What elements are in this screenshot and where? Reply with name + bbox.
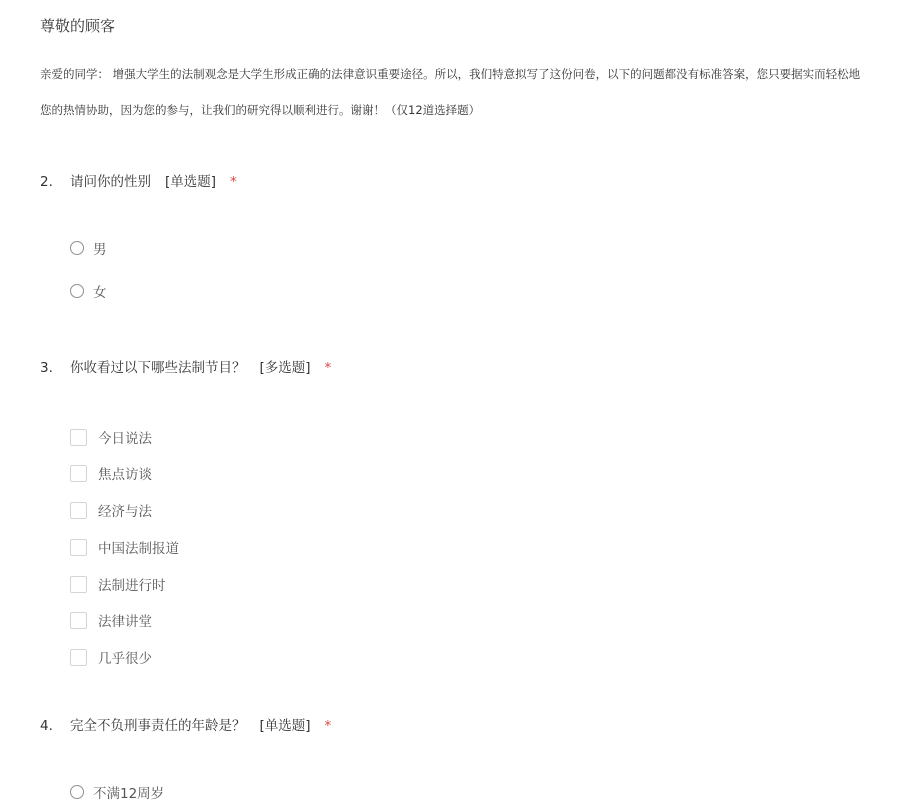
question-text: 请问你的性别: [70, 174, 151, 190]
checkbox[interactable]: [70, 576, 87, 593]
option-label: 女: [93, 285, 107, 301]
question-number: 2.: [40, 174, 53, 190]
option-label: 法律讲堂: [98, 614, 152, 630]
option-zhongguo-fazhi-baodao[interactable]: [70, 537, 179, 557]
option-jingji-yufa[interactable]: [70, 500, 152, 520]
required-mark: *: [324, 360, 332, 376]
question-number: 4.: [40, 718, 53, 734]
checkbox[interactable]: [70, 649, 87, 666]
option-jihu-henshao[interactable]: [70, 647, 152, 667]
checkbox[interactable]: [70, 539, 87, 556]
option-label: 中国法制报道: [98, 541, 179, 557]
option-label: 男: [93, 242, 107, 258]
checkbox[interactable]: [70, 429, 87, 446]
radio-button[interactable]: [70, 241, 84, 255]
option-under-12[interactable]: [70, 782, 164, 800]
option-fazhi-jinxingshi[interactable]: [70, 574, 166, 594]
option-jinri-shuofa[interactable]: [70, 427, 152, 447]
checkbox[interactable]: [70, 465, 87, 482]
option-jiaodian-fangtan[interactable]: [70, 463, 152, 483]
option-male[interactable]: [70, 238, 107, 258]
option-label: 法制进行时: [98, 578, 166, 594]
intro-line-1: 亲爱的同学： 增强大学生的法制观念是大学生形成正确的法律意识重要途径。所以，我们特意拟写了这份问卷，以下的问题都没有标准答案，您只要据实而轻松地: [40, 67, 861, 81]
intro-line-2: 您的热情协助，因为您的参与，让我们的研究得以顺利进行。谢谢！（仅12道选择题）: [40, 103, 481, 117]
question-2-title: [40, 170, 237, 190]
checkbox[interactable]: [70, 612, 87, 629]
question-type-label: [单选题]: [165, 174, 217, 190]
option-label: 今日说法: [98, 431, 152, 447]
option-label: 经济与法: [98, 504, 152, 520]
radio-button[interactable]: [70, 284, 84, 298]
question-type-label: [多选题]: [259, 360, 311, 376]
option-label: 几乎很少: [98, 651, 152, 667]
option-label: 焦点访谈: [98, 467, 152, 483]
option-falv-jiangtang[interactable]: [70, 610, 152, 630]
question-4-title: [40, 714, 331, 734]
checkbox[interactable]: [70, 502, 87, 519]
survey-intro: [40, 56, 900, 128]
survey-greeting: 尊敬的顾客: [40, 17, 116, 35]
question-type-label: [单选题]: [259, 718, 311, 734]
required-mark: *: [324, 718, 332, 734]
question-text: 完全不负刑事责任的年龄是？: [70, 718, 246, 734]
option-female[interactable]: [70, 281, 107, 301]
question-number: 3.: [40, 360, 53, 376]
option-label: 不满12周岁: [93, 786, 165, 800]
question-text: 你收看过以下哪些法制节目？: [70, 360, 246, 376]
question-3-title: [40, 356, 331, 376]
radio-button[interactable]: [70, 785, 84, 799]
required-mark: *: [230, 174, 237, 190]
